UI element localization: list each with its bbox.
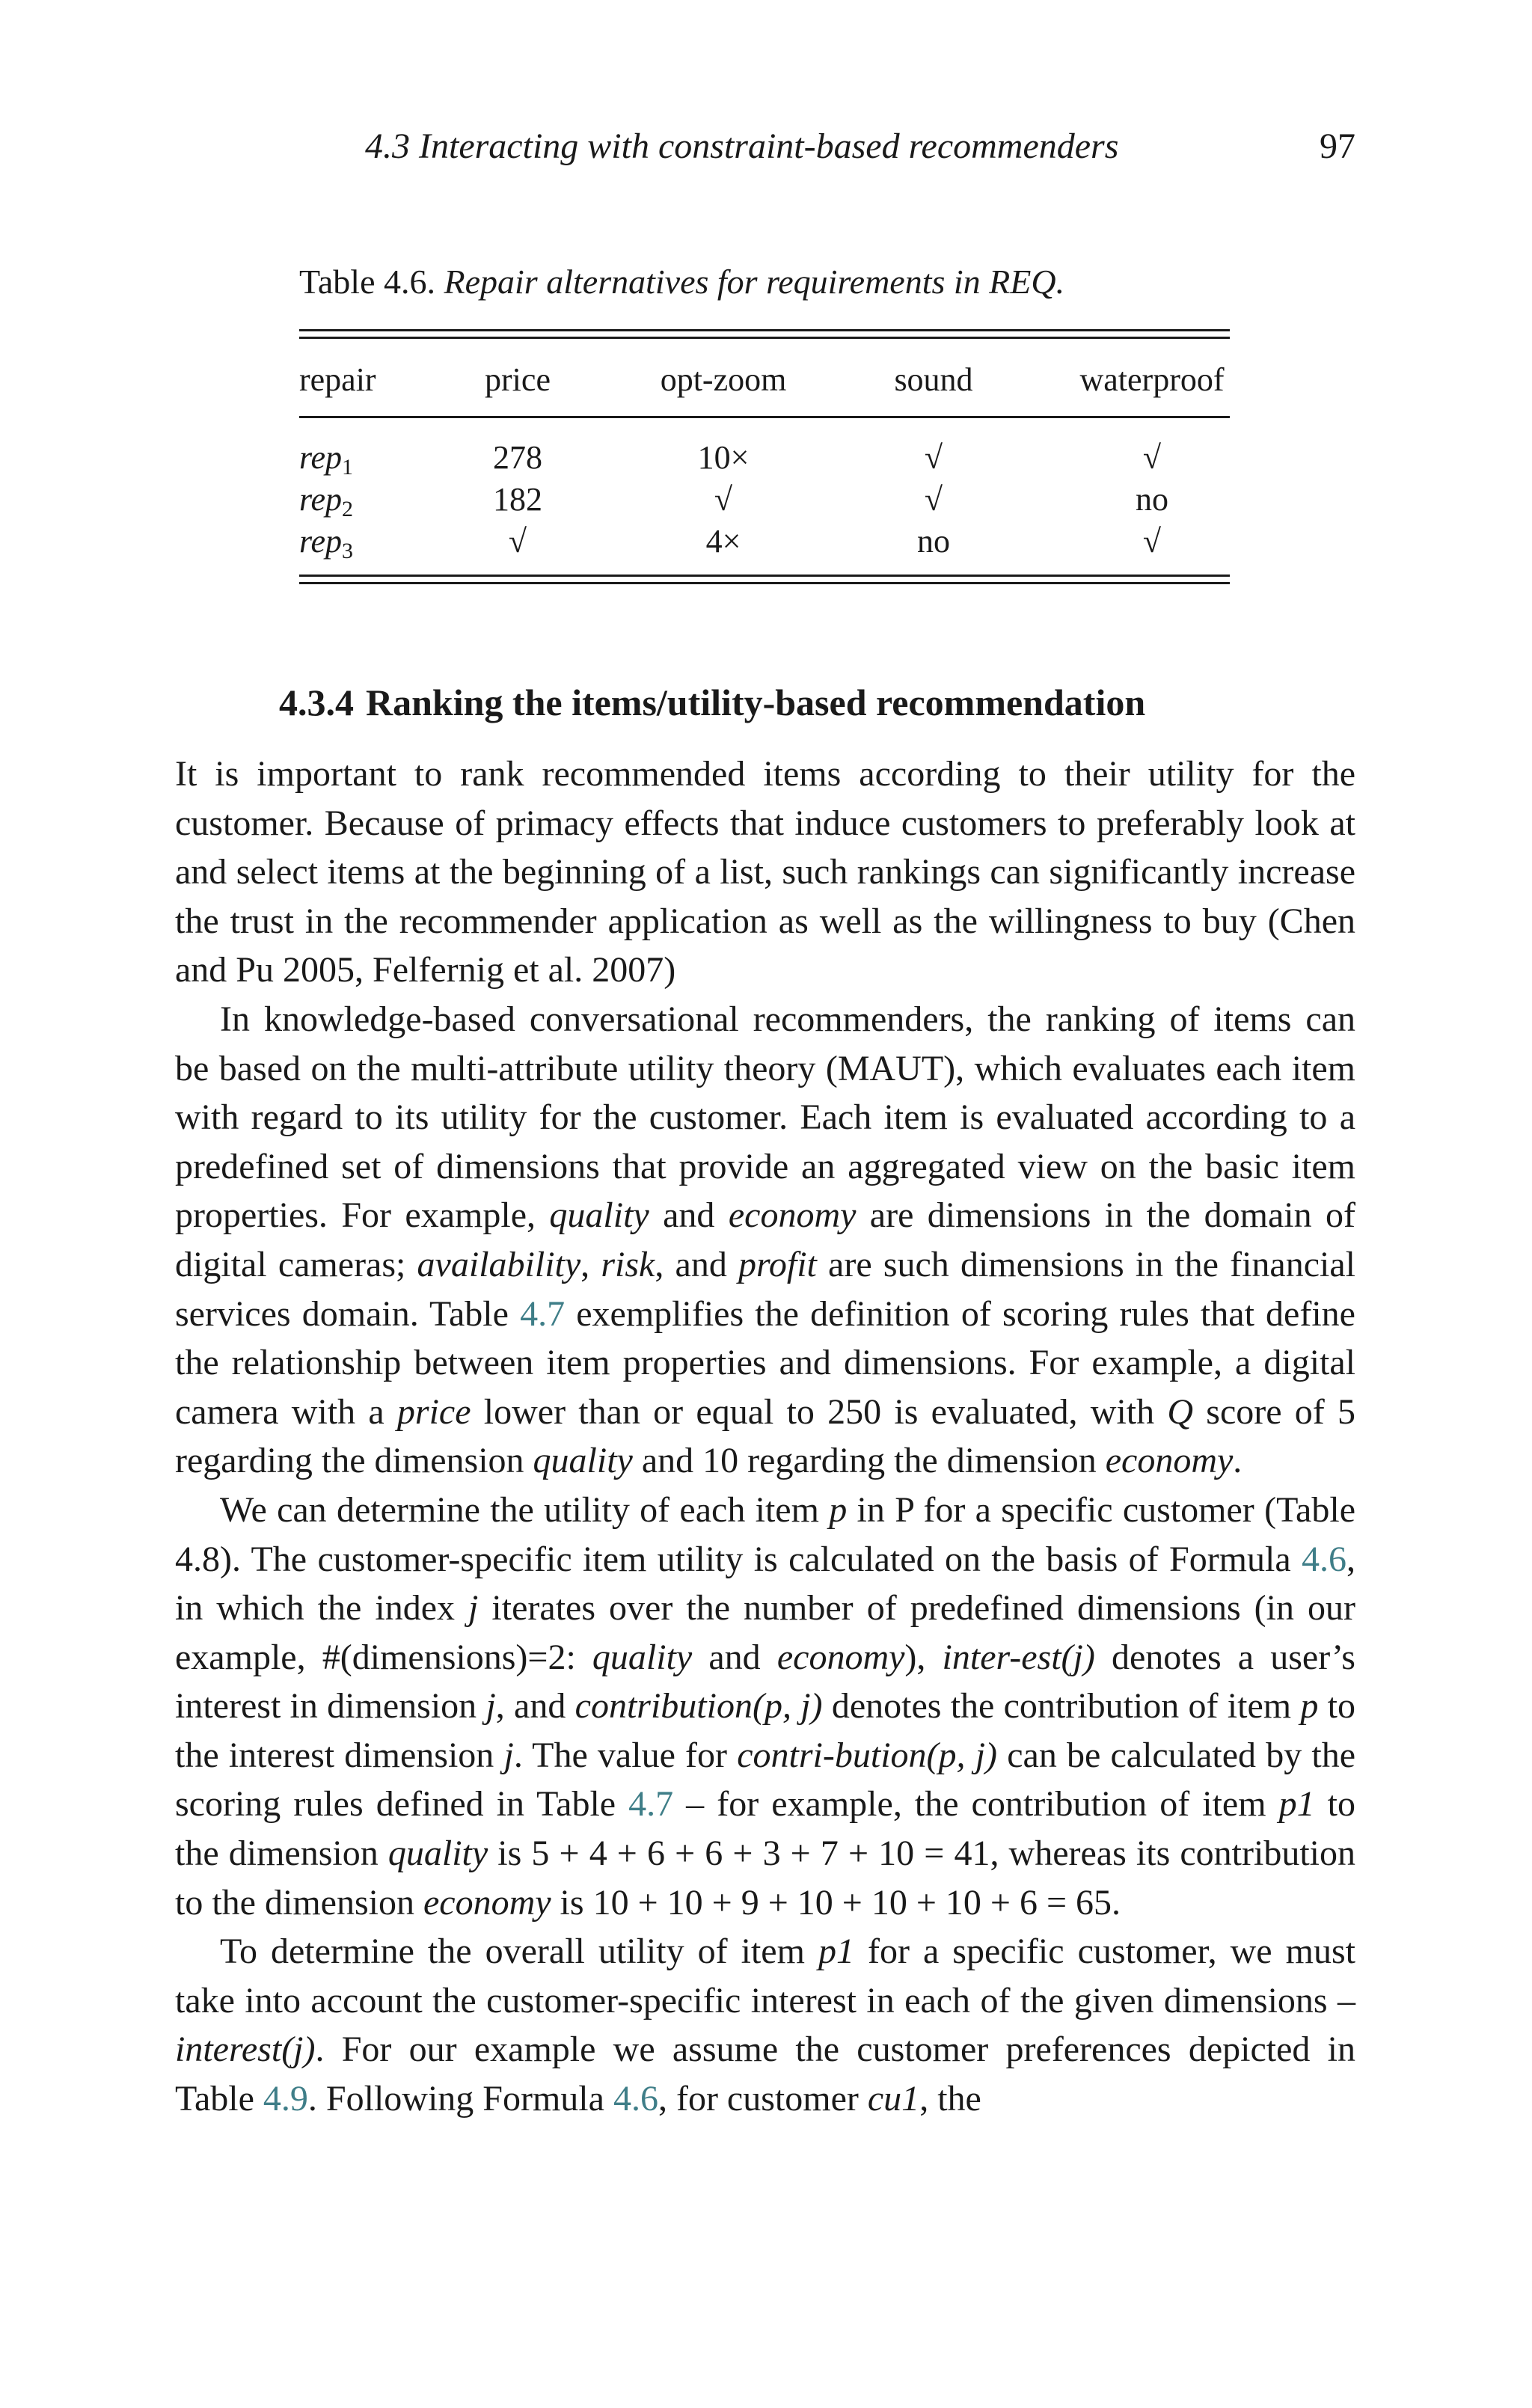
table-header-rule — [299, 416, 1230, 418]
table-row-label: rep$_2$ — [299, 481, 354, 521]
table-ref-link[interactable]: 4.7 — [520, 1293, 566, 1334]
page-number: 97 — [1320, 126, 1355, 166]
table-top-rule-2 — [299, 337, 1230, 339]
table-row-label: rep$_1$ — [299, 439, 354, 480]
formula-ref-link[interactable]: 4.6 — [1302, 1539, 1346, 1579]
section-number: 4.3.4 — [279, 681, 354, 723]
running-header — [175, 126, 1355, 178]
table-ref-link[interactable]: 4.7 — [628, 1784, 674, 1825]
repair-table: repair price opt-zoom sound waterproof rep$_1$ 278 10× √ √ rep$_2$ 182 √ √ no rep$_3$ √ 4× no √ — [299, 329, 1230, 586]
section-title: Ranking the items/utility-based recommendation — [366, 681, 1146, 723]
paragraph-2: In knowledge-based conversational recommenders, the ranking of items can be based on the multi-attribute utility theory (MAUT), which evaluates each item with regard to its utility for the customer. Each item is evaluated according to a predefined set of dimensions that provide an aggregated view on the basic item properties. For example, quality and economy are dimensions in the domain of digital cameras; availability, risk, and profit are such dimensions in the financial services domain. Table 4.7 exemplifies the definition of scoring rules that define the relationship between item properties and dimensions. For example, a digital camera with a price lower than or equal to 250 is evaluated, with Q score of 5 regarding the dimension quality and 10 regarding the dimension economy. — [175, 999, 1356, 1481]
running-title: 4.3 Interacting with constraint-based recommenders — [365, 126, 1119, 166]
paragraph-3: We can determine the utility of each item p in P for a specific customer (Table 4.8). The customer-specific item utility is calculated on the basis of Formula 4.6, in which the index j iterates over the number of predefined dimensions (in our example, #(dimensions)=2: quality and economy), inter-est(j) denotes a user’s interest in dimension j, and contribution(p, j) denotes the contribution of item p to the interest dimension j. The value for contri-bution(p, j) can be calculated by the scoring rules defined in Table 4.7 – for example, the contribution of item p1 to the dimension quality is 5 + 4 + 6 + 6 + 3 + 7 + 10 = 41, whereas its contribution to the dimension economy is 10 + 10 + 9 + 10 + 10 + 10 + 6 = 65. — [175, 1489, 1356, 1923]
table-bottom-rule-1 — [299, 575, 1230, 577]
table-row-label: rep$_3$ — [299, 523, 354, 563]
body-text — [175, 750, 1355, 2124]
table-top-rule-1 — [299, 329, 1230, 331]
table-ref-link[interactable]: 4.9 — [263, 2079, 308, 2119]
table-caption — [299, 262, 1064, 301]
paragraph-1: It is important to rank recommended items according to their utility for the customer. Because of primacy effects that induce customers to preferably look at and select items at the beginning of a list, such rankings can significantly increase the trust in the recommender application as well as the willingness to buy (Chen and Pu 2005, Felfernig et al. 2007) — [175, 754, 1355, 990]
table-bottom-rule-2 — [299, 582, 1230, 584]
section-heading — [279, 681, 1157, 724]
table-caption-text: Repair alternatives for requirements in REQ. — [444, 263, 1065, 301]
table-label: Table 4.6. — [299, 263, 436, 301]
col-header-repair: repair — [299, 361, 376, 398]
formula-ref-link[interactable]: 4.6 — [613, 2079, 658, 2119]
paragraph-4: To determine the overall utility of item p1 for a specific customer, we must take into account the customer-specific interest in each of the given dimensions – interest(j). For our example we assume the customer preferences depicted in Table 4.9. Following Formula 4.6, for customer cu1, the — [175, 1931, 1355, 2119]
